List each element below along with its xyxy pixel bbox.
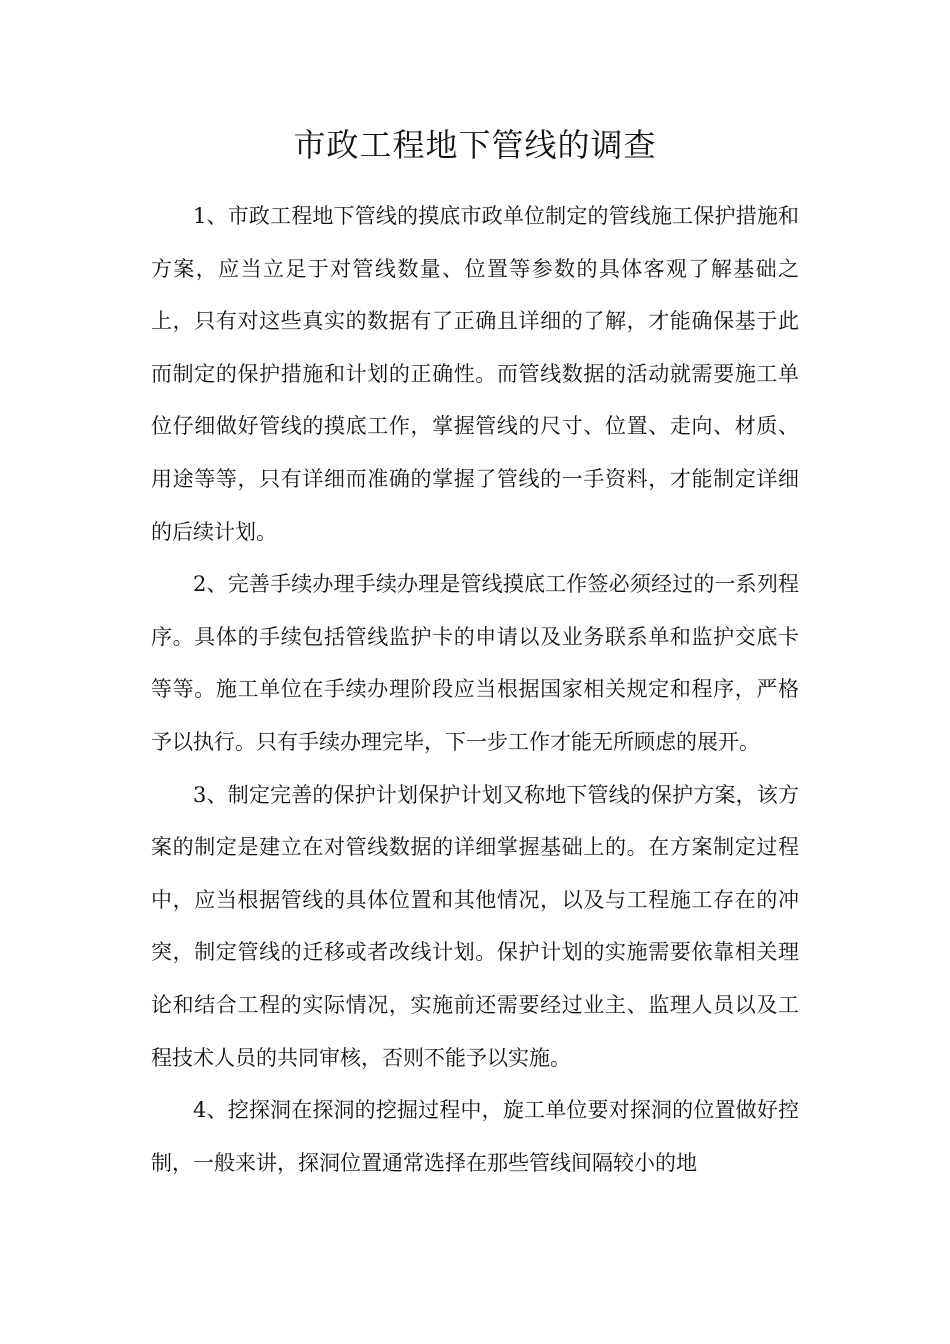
paragraph-2: 2、完善手续办理手续办理是管线摸底工作签必须经过的一系列程序。具体的手续包括管线监护卡的申请以及业务联系单和监护交底卡等等。施工单位在手续办理阶段应当根据国家相关规定和程序，严格予以执行。只有手续办理完毕，下一步工作才能无所顾虑的展开。 <box>151 572 799 754</box>
paragraph-4: 4、挖探洞在探洞的挖掘过程中，旋工单位要对探洞的位置做好控制，一般来讲，探洞位置通常选择在那些管线间隔较小的地 <box>151 1098 799 1175</box>
document-title: 市政工程地下管线的调查 <box>293 126 657 164</box>
document-body <box>151 190 799 1189</box>
paragraph-3: 3、制定完善的保护计划保护计划又称地下管线的保护方案，该方案的制定是建立在对管线数据的详细掌握基础上的。在方案制定过程中，应当根据管线的具体位置和其他情况，以及与工程施工存在的冲突，制定管线的迁移或者改线计划。保护计划的实施需要依靠相关理论和结合工程的实际情况，实施前还需要经过业主、监理人员以及工程技术人员的共同审核，否则不能予以实施。 <box>151 782 799 1070</box>
paragraph-1: 1、市政工程地下管线的摸底市政单位制定的管线施工保护措施和方案，应当立足于对管线数量、位置等参数的具体客观了解基础之上，只有对这些真实的数据有了正确且详细的了解，才能确保基于此而制定的保护措施和计划的正确性。而管线数据的活动就需要施工单位仔细做好管线的摸底工作，掌握管线的尺寸、位置、走向、材质、用途等等，只有详细而准确的掌握了管线的一手资料，才能制定详细的后续计划。 <box>151 204 799 544</box>
